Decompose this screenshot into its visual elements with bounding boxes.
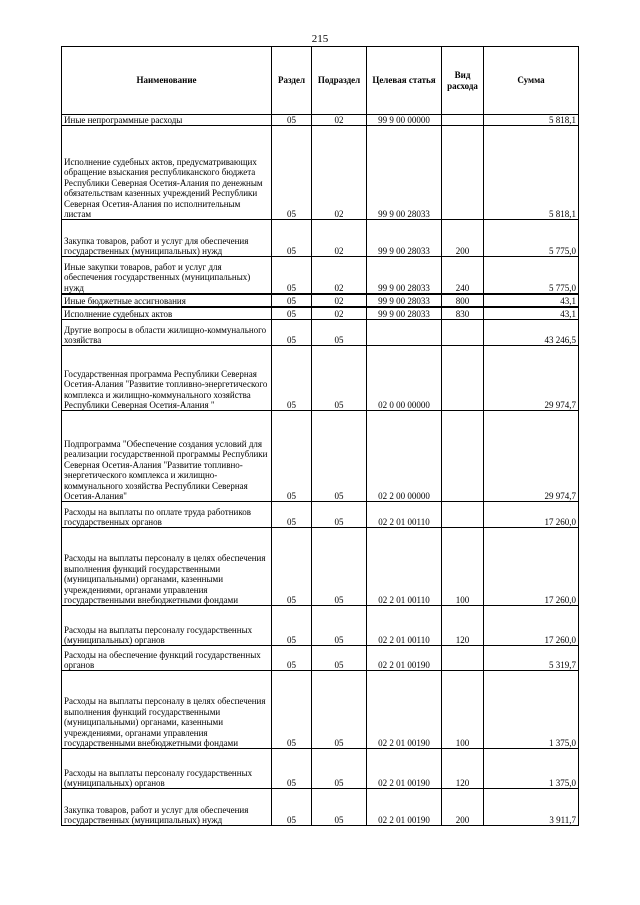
row-target: 02 2 01 00110 xyxy=(367,528,442,606)
row-section: 05 xyxy=(272,257,312,294)
row-amount: 5 818,1 xyxy=(484,126,579,220)
row-name: Государственная программа Республики Северная Осетия-Алания "Развитие топливно-энергетического комплекса и жилищно-коммунального хозяйства Республики Северная Осетия-Алания " xyxy=(62,346,272,411)
table-row xyxy=(62,126,579,220)
table-header-row xyxy=(62,47,579,115)
row-name: Другие вопросы в области жилищно-коммунального хозяйства xyxy=(62,320,272,346)
row-amount: 5 775,0 xyxy=(484,257,579,294)
row-target: 02 2 01 00110 xyxy=(367,502,442,528)
row-subsection: 02 xyxy=(312,115,367,126)
row-section: 05 xyxy=(272,646,312,671)
row-name: Иные закупки товаров, работ и услуг для обеспечения государственных (муниципальных) нужд xyxy=(62,257,272,294)
row-subsection: 05 xyxy=(312,411,367,502)
table-row xyxy=(62,294,579,307)
row-name: Расходы на выплаты по оплате труда работников государственных органов xyxy=(62,502,272,528)
table-row xyxy=(62,749,579,789)
row-section: 05 xyxy=(272,411,312,502)
row-name: Подпрограмма "Обеспечение создания условий для реализации государственной программы Республики Северная Осетия-Алания "Развитие топливно-энергетического комплекса и жилищно-коммунального хозяйства Республики Северная Осетия-Алания" xyxy=(62,411,272,502)
row-amount: 5 818,1 xyxy=(484,115,579,126)
header-expense-type: Вид расхода xyxy=(442,47,484,115)
budget-table xyxy=(61,46,579,826)
row-amount: 17 260,0 xyxy=(484,502,579,528)
row-target: 99 9 00 00000 xyxy=(367,115,442,126)
row-section: 05 xyxy=(272,528,312,606)
row-subsection: 05 xyxy=(312,528,367,606)
row-amount: 17 260,0 xyxy=(484,606,579,646)
row-section: 05 xyxy=(272,606,312,646)
row-expense-type xyxy=(442,115,484,126)
table-row xyxy=(62,220,579,257)
row-section: 05 xyxy=(272,789,312,826)
row-expense-type: 100 xyxy=(442,671,484,749)
row-name: Расходы на выплаты персоналу государственных (муниципальных) органов xyxy=(62,606,272,646)
row-section: 05 xyxy=(272,220,312,257)
row-amount: 43,1 xyxy=(484,294,579,307)
row-section: 05 xyxy=(272,346,312,411)
row-name: Закупка товаров, работ и услуг для обеспечения государственных (муниципальных) нужд xyxy=(62,220,272,257)
table-row xyxy=(62,606,579,646)
row-target: 02 0 00 00000 xyxy=(367,346,442,411)
row-target: 02 2 01 00110 xyxy=(367,606,442,646)
row-target: 99 9 00 28033 xyxy=(367,220,442,257)
row-subsection: 02 xyxy=(312,257,367,294)
row-subsection: 02 xyxy=(312,126,367,220)
row-expense-type xyxy=(442,320,484,346)
row-amount: 29 974,7 xyxy=(484,411,579,502)
row-subsection: 05 xyxy=(312,646,367,671)
row-expense-type: 200 xyxy=(442,220,484,257)
row-subsection: 05 xyxy=(312,789,367,826)
row-subsection: 05 xyxy=(312,502,367,528)
table-row xyxy=(62,646,579,671)
table-row xyxy=(62,307,579,320)
row-expense-type xyxy=(442,126,484,220)
row-amount: 1 375,0 xyxy=(484,671,579,749)
row-subsection: 05 xyxy=(312,606,367,646)
row-expense-type xyxy=(442,346,484,411)
header-target: Целевая статья xyxy=(367,47,442,115)
table-row xyxy=(62,789,579,826)
row-amount: 43 246,5 xyxy=(484,320,579,346)
row-name: Исполнение судебных актов xyxy=(62,307,272,320)
row-section: 05 xyxy=(272,307,312,320)
row-section: 05 xyxy=(272,115,312,126)
row-expense-type xyxy=(442,502,484,528)
table-row xyxy=(62,671,579,749)
row-expense-type: 830 xyxy=(442,307,484,320)
row-amount: 1 375,0 xyxy=(484,749,579,789)
row-subsection: 02 xyxy=(312,307,367,320)
table-row xyxy=(62,502,579,528)
row-target: 99 9 00 28033 xyxy=(367,294,442,307)
row-target: 99 9 00 28033 xyxy=(367,126,442,220)
row-name: Расходы на обеспечение функций государственных органов xyxy=(62,646,272,671)
row-expense-type: 800 xyxy=(442,294,484,307)
table-row xyxy=(62,346,579,411)
row-subsection: 02 xyxy=(312,220,367,257)
table-row xyxy=(62,257,579,294)
row-target: 02 2 01 00190 xyxy=(367,789,442,826)
row-target: 99 9 00 28033 xyxy=(367,307,442,320)
row-expense-type: 200 xyxy=(442,789,484,826)
row-expense-type xyxy=(442,411,484,502)
header-section: Раздел xyxy=(272,47,312,115)
row-amount: 17 260,0 xyxy=(484,528,579,606)
row-expense-type xyxy=(442,646,484,671)
row-name: Исполнение судебных актов, предусматривающих обращение взыскания республиканского бюджета Республики Северная Осетия-Алания по денежным обязательствам казенных учреждений Республики Северная Осетия-Алания по исполнительным листам xyxy=(62,126,272,220)
row-amount: 29 974,7 xyxy=(484,346,579,411)
row-name: Закупка товаров, работ и услуг для обеспечения государственных (муниципальных) нужд xyxy=(62,789,272,826)
row-name: Расходы на выплаты персоналу в целях обеспечения выполнения функций государственными (муниципальными) органами, казенными учреждениями, органами управления государственными внебюджетными фондами xyxy=(62,671,272,749)
table-row xyxy=(62,528,579,606)
row-name: Расходы на выплаты персоналу государственных (муниципальных) органов xyxy=(62,749,272,789)
table-row xyxy=(62,411,579,502)
page-number: 215 xyxy=(311,33,329,45)
row-target: 02 2 01 00190 xyxy=(367,671,442,749)
row-section: 05 xyxy=(272,126,312,220)
row-expense-type: 240 xyxy=(442,257,484,294)
row-section: 05 xyxy=(272,502,312,528)
row-amount: 5 775,0 xyxy=(484,220,579,257)
header-name: Наименование xyxy=(62,47,272,115)
row-name: Иные бюджетные ассигнования xyxy=(62,294,272,307)
row-subsection: 05 xyxy=(312,346,367,411)
row-subsection: 05 xyxy=(312,320,367,346)
row-target: 99 9 00 28033 xyxy=(367,257,442,294)
header-amount: Сумма xyxy=(484,47,579,115)
row-amount: 5 319,7 xyxy=(484,646,579,671)
row-section: 05 xyxy=(272,671,312,749)
row-expense-type: 100 xyxy=(442,528,484,606)
row-target xyxy=(367,320,442,346)
row-section: 05 xyxy=(272,294,312,307)
row-amount: 3 911,7 xyxy=(484,789,579,826)
header-subsection: Подраздел xyxy=(312,47,367,115)
row-section: 05 xyxy=(272,320,312,346)
table-row xyxy=(62,115,579,126)
row-subsection: 02 xyxy=(312,294,367,307)
row-section: 05 xyxy=(272,749,312,789)
row-amount: 43,1 xyxy=(484,307,579,320)
row-name: Иные непрограммные расходы xyxy=(62,115,272,126)
row-name: Расходы на выплаты персоналу в целях обеспечения выполнения функций государственными (муниципальными) органами, казенными учреждениями, органами управления государственными внебюджетными фондами xyxy=(62,528,272,606)
row-expense-type: 120 xyxy=(442,606,484,646)
row-subsection: 05 xyxy=(312,671,367,749)
table-row xyxy=(62,320,579,346)
row-target: 02 2 00 00000 xyxy=(367,411,442,502)
row-expense-type: 120 xyxy=(442,749,484,789)
row-target: 02 2 01 00190 xyxy=(367,646,442,671)
row-target: 02 2 01 00190 xyxy=(367,749,442,789)
row-subsection: 05 xyxy=(312,749,367,789)
